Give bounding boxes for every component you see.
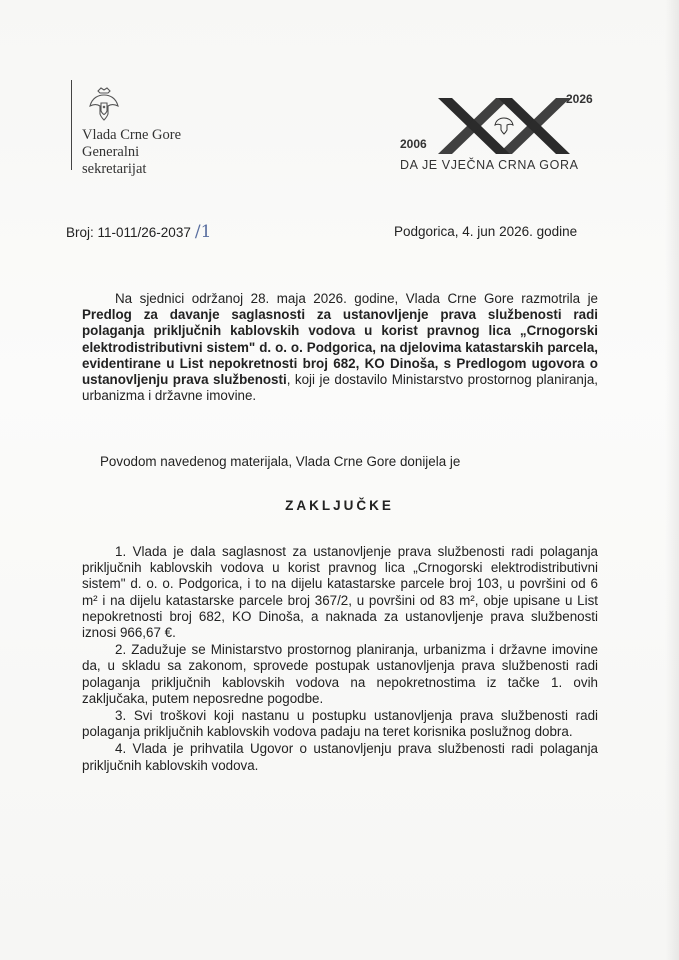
- logo-year-start: 2006: [400, 137, 427, 151]
- intro-text-end: , koji je dostavilo Ministarstvo prostornog planiranja, urbanizma i državne imovine.: [82, 372, 598, 404]
- decision-paragraph: [82, 454, 598, 470]
- conclusion-text: 4. Vlada je prihvatila Ugovor o ustanovljenju prava službenosti radi polaganja priključnih kablovskih vodova.: [82, 741, 598, 773]
- organization-name: [82, 127, 181, 178]
- conclusion-item: [82, 544, 598, 641]
- reference-number-text: Broj: 11-011/26-2037: [66, 225, 191, 240]
- intro-subject: Predlog za davanje saglasnosti za ustanovljenje prava službenosti radi polaganja priključnih kablovskih vodova u korist pravnog lica „Crnogorski elektrodistributivni sistem" d. o. o. Podgorica, na djelovima katastarskih parcela, evidentirane u List nepokretnosti broj 682, KO Dinoša, s Predlogom ugovora o ustanovljenju prava službenosti: [82, 307, 598, 388]
- conclusion-text: 3. Svi troškovi koji nastanu u postupku ustanovljenja prava službenosti radi polaganja priključnih kablovskih vodova padaju na teret korisnika poslužnog dobra.: [82, 708, 598, 740]
- org-line: sekretarijat: [82, 161, 147, 177]
- conclusion-text: 1. Vlada je dala saglasnost za ustanovljenje prava službenosti radi polaganja priključnih kablovskih vodova u korist pravnog lica „Crnogorski elektrodistributivni sistem" d. o. o. Podgorica, i to na dijelu katastarske parcele broj 103, u površini od 6 m² i na dijelu katastarske parcele broj 367/2, u površini od 83 m², obje upisane u List nepokretnosti broj 682, KO Dinoša, a naknada za ustanovljenje prava službenosti iznosi 966,67 €.: [82, 544, 598, 641]
- org-line: Vlada Crne Gore: [82, 127, 182, 143]
- conclusion-item: [82, 741, 598, 773]
- conclusions-list: [82, 544, 598, 775]
- coat-of-arms-icon: [88, 86, 120, 122]
- conclusion-item: [82, 642, 598, 707]
- reference-number: [66, 222, 211, 242]
- conclusions-heading: ZAKLJUČKE: [285, 498, 394, 513]
- org-line: Generalni: [82, 144, 140, 160]
- place-date: Podgorica, 4. jun 2026. godine: [394, 224, 578, 239]
- handwritten-mark: /1: [194, 222, 212, 242]
- header-divider: [71, 80, 72, 170]
- conclusion-text: 2. Zadužuje se Ministarstvo prostornog planiranja, urbanizma i državne imovine da, u skladu sa zakonom, sprovede postupak ustanovljenja prava službenosti radi polaganja priključnih kablovskih vodova na nepokretnostima iz tačke 1. ovih zaključaka, putem neposredne pogodbe.: [82, 642, 598, 706]
- decision-text: Povodom navedenog materijala, Vlada Crne Gore donijela je: [100, 454, 461, 469]
- intro-paragraph: [82, 291, 598, 404]
- logo-motto: DA JE VJEČNA CRNA GORA: [400, 158, 579, 172]
- conclusion-item: [82, 708, 598, 740]
- intro-text: Na sjednici održanoj 28. maja 2026. godine, Vlada Crne Gore razmotrila je: [115, 291, 598, 306]
- logo-year-end: 2026: [566, 92, 593, 106]
